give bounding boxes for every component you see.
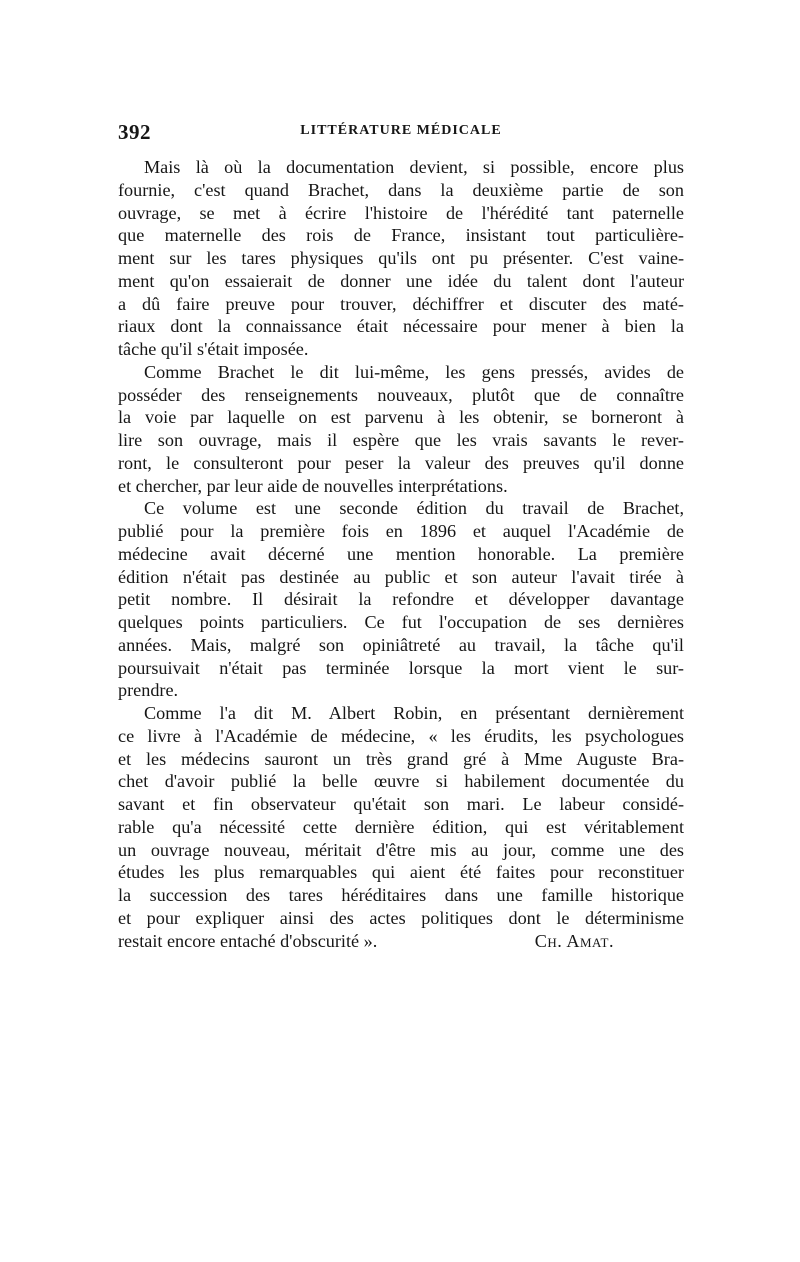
text-line: la voie par laquelle on est parvenu à les obtenir, se borneront à <box>118 407 684 428</box>
body-text <box>118 156 684 952</box>
text-line: rable qu'a nécessité cette dernière édition, qui est véritablement <box>118 816 684 837</box>
paragraph-2 <box>118 361 684 498</box>
paragraph-3 <box>118 497 684 702</box>
text-line: et pour expliquer ainsi des actes politiques dont le déterminisme <box>118 907 684 928</box>
text-line: médecine avait décerné une mention honorable. La première <box>118 543 684 564</box>
text-line: a dû faire preuve pour trouver, déchiffrer et discuter des maté- <box>118 293 684 314</box>
text-line: quelques points particuliers. Ce fut l'occupation de ses dernières <box>118 612 684 632</box>
text-line: années. Mais, malgré son opiniâtreté au travail, la tâche qu'il <box>118 634 684 655</box>
text-line: prendre. <box>118 680 179 701</box>
text-line: poursuivait n'était pas terminée lorsque la mort vient le sur- <box>118 657 684 678</box>
text-line: la succession des tares héréditaires dans une famille historique <box>118 885 684 905</box>
author-signature: Ch. Amat. <box>534 930 614 951</box>
text-line: Ce volume est une seconde édition du travail de Brachet, <box>144 498 684 519</box>
text-line: études les plus remarquables qui aient été faites pour reconstituer <box>118 862 684 883</box>
text-line: riaux dont la connaissance était nécessaire pour mener à bien la <box>118 316 684 337</box>
text-line: savant et fin observateur qu'était son mari. Le labeur considé- <box>118 794 684 814</box>
text-line: chet d'avoir publié la belle œuvre si habilement documentée du <box>118 771 684 792</box>
text-line: ment qu'on essaierait de donner une idée du talent dont l'auteur <box>118 270 684 291</box>
text-line: posséder des renseignements nouveaux, plutôt que de connaître <box>118 384 684 405</box>
text-line: ment sur les tares physiques qu'ils ont pu présenter. C'est vaine- <box>118 248 684 268</box>
text-line: que maternelle des rois de France, insistant tout particulière- <box>118 225 684 246</box>
running-title: LITTÉRATURE MÉDICALE <box>300 123 502 138</box>
text-line: et chercher, par leur aide de nouvelles interprétations. <box>118 475 508 496</box>
text-line: édition n'était pas destinée au public et son auteur l'avait tirée à <box>118 566 684 587</box>
page-header <box>118 120 684 144</box>
closing-line <box>118 930 684 953</box>
text-line: un ouvrage nouveau, méritait d'être mis au jour, comme une des <box>118 839 684 860</box>
text-line: ouvrage, se met à écrire l'histoire de l'hérédité tant paternelle <box>118 202 684 223</box>
paragraph-4 <box>118 702 684 952</box>
text-line: Comme Brachet le dit lui-même, les gens pressés, avides de <box>144 361 684 382</box>
text-line: tâche qu'il s'était imposée. <box>118 339 309 359</box>
text-line: petit nombre. Il désirait la refondre et développer davantage <box>118 589 684 610</box>
text-line: ce livre à l'Académie de médecine, « les érudits, les psychologues <box>118 725 684 746</box>
text-line: ront, le consulteront pour peser la valeur des preuves qu'il donne <box>118 452 684 473</box>
text-line: et les médecins sauront un très grand gré à Mme Auguste Bra- <box>118 748 684 769</box>
last-text-line: restait encore entaché d'obscurité ». <box>118 930 378 951</box>
text-line: fournie, c'est quand Brachet, dans la deuxième partie de son <box>118 179 684 200</box>
text-line: Mais là où la documentation devient, si possible, encore plus <box>144 157 684 177</box>
paragraph-1 <box>118 156 684 361</box>
text-line: publié pour la première fois en 1896 et auquel l'Académie de <box>118 521 684 541</box>
text-line: Comme l'a dit M. Albert Robin, en présentant dernièrement <box>144 703 684 723</box>
text-line: lire son ouvrage, mais il espère que les vrais savants le rever- <box>118 430 684 450</box>
page-number: 392 <box>118 120 151 144</box>
